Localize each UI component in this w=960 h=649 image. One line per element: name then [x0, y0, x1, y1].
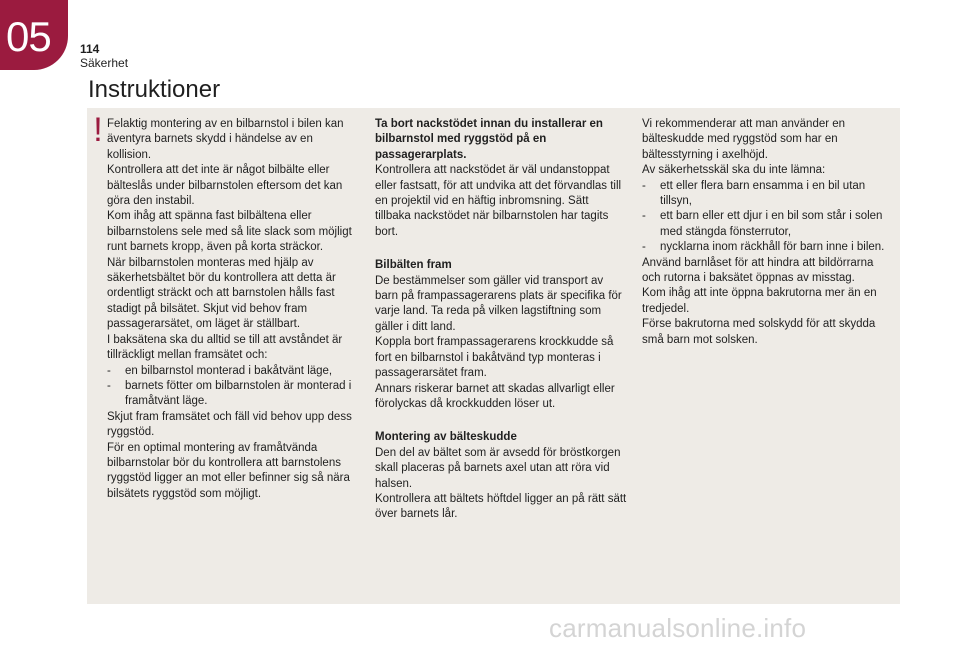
warning-column	[107, 117, 359, 502]
paragraph: När bilbarnstolen monteras med hjälp av säkerhetsbältet bör du kontrollera att detta är ordentligt sträckt och att barnstolen hålls fast stadigt på bilsätet. Skjut vid behov fram passagerarsätet, om läget är ställbart.	[107, 256, 336, 331]
paragraph: Den del av bältet som är avsedd för bröstkorgen skall placeras på barnets axel utan att röra vid halsen.	[375, 446, 621, 490]
paragraph: Av säkerhetsskäl ska du inte lämna:	[642, 164, 826, 177]
list-item	[642, 240, 894, 255]
paragraph: Kontrollera att det inte är något bilbälte eller bälteslås under bilbarnstolen eftersom det kan göra den instabil.	[107, 164, 343, 208]
section-heading: Montering av bälteskudde	[375, 431, 517, 444]
middle-column	[375, 117, 627, 523]
paragraph: Kom ihåg att spänna fast bilbältena eller bilbarnstolens sele med så lite slack som möjligt runt barnets kropp, även på korta sträckor.	[107, 210, 352, 254]
list-item	[642, 209, 894, 240]
section-heading: Bilbälten fram	[375, 259, 452, 272]
bullet-dash: -	[642, 179, 646, 192]
paragraph: Felaktig montering av en bilbarnstol i bilen kan äventyra barnets skydd i händelse av en kollision.	[107, 118, 344, 161]
chapter-tab	[0, 0, 68, 70]
paragraph: Koppla bort frampassagerarens krockkudde så fort en bilbarnstol i bakåtvänd typ monteras i passagerarsätet fram.	[375, 336, 614, 380]
exclamation-icon: !	[93, 111, 103, 149]
paragraph: Kom ihåg att inte öppna bakrutorna mer än en tredjedel.	[642, 287, 877, 315]
paragraph: Använd barnlåset för att hindra att bildörrarna och rutorna i baksätet öppnas av misstag.	[642, 256, 874, 285]
page-title: Instruktioner	[88, 76, 221, 103]
paragraph: För en optimal montering av framåtvända bilbarnstolar bör du kontrollera att barnstolens ryggstöd ligger an mot eller befinner sig så nära bilsätets ryggstöd som möjligt.	[107, 441, 350, 500]
paragraph: Vi rekommenderar att man använder en bälteskudde med ryggstöd som har en bältesstyrning i axelhöjd.	[642, 118, 846, 161]
paragraph: Kontrollera att nackstödet är väl undanstoppat eller fastsatt, för att undvika att det förvandlas till en projektil vid en häftig inbromsning. Sätt tillbaka nackstödet när bilbarnstolen har tagits bort.	[375, 164, 622, 238]
list-item	[107, 364, 359, 379]
bullet-dash: -	[107, 364, 111, 377]
list-item	[107, 379, 359, 410]
list-item-text: ett eller flera barn ensamma i en bil utan tillsyn,	[660, 179, 866, 208]
paragraph: De bestämmelser som gäller vid transport av barn på frampassagerarens plats är specifika för varje land. Ta reda på vilken lagstiftning som gäller i ditt land.	[375, 274, 622, 333]
list-item-text: nycklarna inom räckhåll för barn inne i bilen.	[660, 241, 885, 254]
paragraph: I baksätena ska du alltid se till att avståndet är tillräckligt mellan framsätet och:	[107, 333, 343, 362]
paragraph: Kontrollera att bältets höftdel ligger an på rätt sätt över barnets lår.	[375, 492, 627, 521]
bullet-dash: -	[107, 379, 111, 392]
paragraph: Annars riskerar barnet att skadas allvarligt eller förolyckas då krockkudden löser ut.	[375, 382, 615, 410]
list-item	[642, 179, 894, 210]
paragraph: Skjut fram framsätet och fäll vid behov upp dess ryggstöd.	[107, 410, 352, 439]
section-name: Säkerhet	[80, 56, 129, 70]
right-column	[642, 117, 894, 348]
list-item-text: barnets fötter om bilbarnstolen är monterad i framåtvänt läge.	[125, 379, 352, 408]
chapter-number: 05	[6, 13, 51, 60]
page-number: 114	[80, 42, 100, 56]
paragraph: Förse bakrutorna med solskydd för att skydda små barn mot solsken.	[642, 318, 876, 346]
bullet-dash: -	[642, 241, 646, 254]
headrest-heading: Ta bort nackstödet innan du installerar en bilbarnstol med ryggstöd på en passagerarplats.	[375, 118, 603, 161]
bullet-dash: -	[642, 210, 646, 223]
watermark: carmanualsonline.info	[549, 613, 807, 643]
list-item-text: en bilbarnstol monterad i bakåtvänt läge,	[125, 364, 333, 377]
list-item-text: ett barn eller ett djur i en bil som står i solen med stängda fönsterrutor,	[660, 210, 883, 238]
